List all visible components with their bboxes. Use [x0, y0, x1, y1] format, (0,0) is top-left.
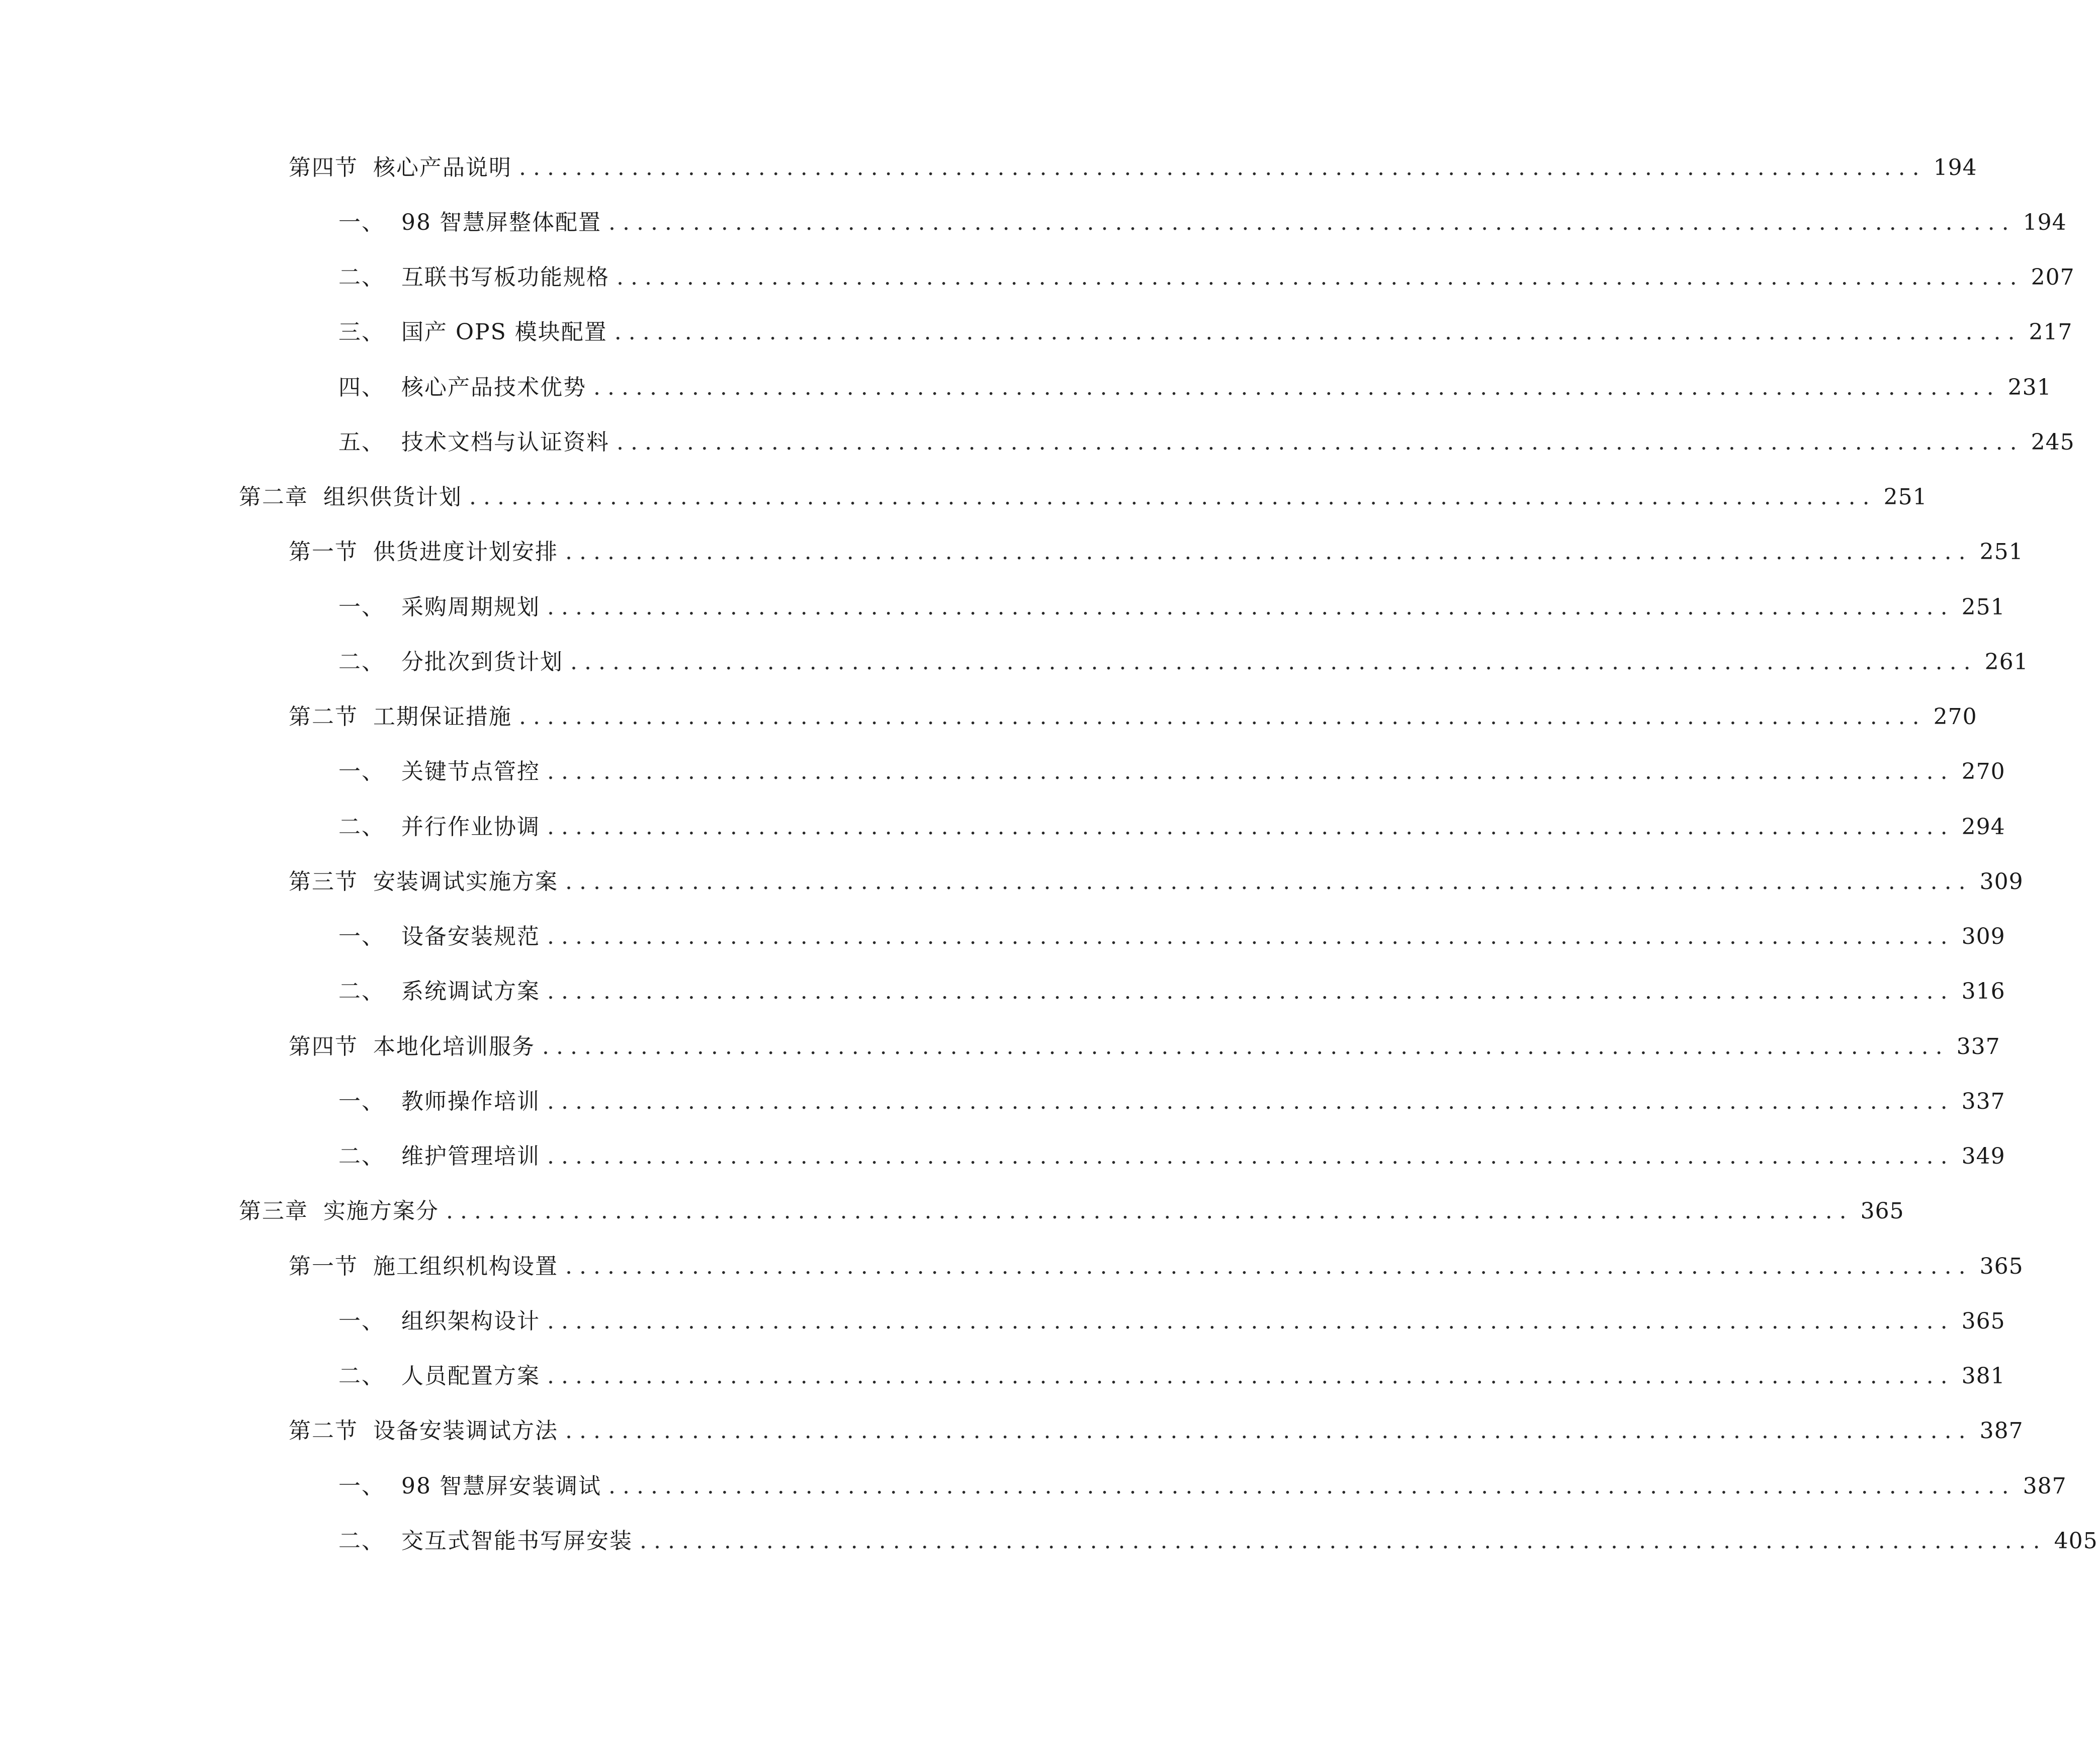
toc-page-number: 337 — [1956, 1034, 2000, 1060]
toc-entry-number: 二、 — [338, 814, 385, 840]
toc-entry-number: 第四节 — [289, 1034, 358, 1060]
toc-dot-leader: .................................................................................................... — [608, 210, 2016, 235]
toc-entry-title: 实施方案分 — [323, 1198, 439, 1224]
toc-dot-leader: .................................................................................................... — [593, 375, 2001, 400]
toc-entry-title: 设备安装规范 — [401, 924, 540, 949]
toc-entry-number: 第四节 — [289, 155, 358, 181]
toc-entry-title: 国产 OPS 模块配置 — [401, 319, 607, 345]
toc-page-number: 365 — [1961, 1308, 2005, 1334]
toc-entry-title: 工期保证措施 — [373, 704, 512, 730]
toc-page-number: 387 — [2023, 1473, 2067, 1499]
toc-entry[interactable] — [338, 1521, 2098, 1561]
toc-dot-leader: .................................................................................................... — [547, 1143, 1955, 1169]
toc-entry-number: 一、 — [338, 210, 385, 235]
toc-entry-title: 本地化培训服务 — [373, 1034, 535, 1060]
toc-entry[interactable] — [289, 1247, 2024, 1287]
toc-entry-title: 安装调试实施方案 — [373, 869, 558, 895]
toc-entry[interactable] — [338, 1356, 2005, 1396]
toc-entry[interactable] — [289, 1411, 2024, 1451]
toc-entry-title: 并行作业协调 — [401, 814, 540, 840]
toc-dot-leader: .................................................................................................... — [565, 1418, 1973, 1444]
toc-entry-number: 二、 — [338, 1528, 385, 1554]
toc-entry-number: 第三节 — [289, 869, 358, 895]
toc-entry-title: 交互式智能书写屏安装 — [401, 1528, 633, 1554]
toc-entry-title: 设备安装调试方法 — [373, 1418, 558, 1444]
toc-entry[interactable] — [289, 1027, 2000, 1067]
toc-dot-leader: .................................................................................................... — [542, 1034, 1950, 1060]
toc-dot-leader: .................................................................................................... — [614, 319, 2022, 345]
toc-entry-title: 人员配置方案 — [401, 1363, 540, 1389]
toc-entry-number: 一、 — [338, 1473, 385, 1499]
toc-entry-number: 第一节 — [289, 1254, 358, 1279]
toc-dot-leader: .................................................................................................... — [565, 539, 1973, 565]
toc-entry[interactable] — [338, 587, 2005, 628]
toc-dot-leader: .................................................................................................... — [547, 979, 1955, 1004]
toc-entry-number: 一、 — [338, 1308, 385, 1334]
toc-entry-number: 二、 — [338, 1143, 385, 1169]
toc-entry-title: 维护管理培训 — [401, 1143, 540, 1169]
toc-entry-number: 四、 — [338, 375, 385, 400]
toc-entry-title: 关键节点管控 — [401, 759, 540, 784]
toc-page-number: 349 — [1961, 1143, 2005, 1169]
toc-entry-title: 教师操作培训 — [401, 1089, 540, 1114]
toc-entry[interactable] — [338, 422, 2075, 463]
toc-entry-number: 三、 — [338, 319, 385, 345]
toc-dot-leader: .................................................................................................... — [547, 1308, 1955, 1334]
toc-entry[interactable] — [289, 697, 1977, 737]
toc-dot-leader: .................................................................................................... — [547, 924, 1955, 949]
toc-page-number: 245 — [2031, 429, 2075, 455]
toc-entry[interactable] — [338, 1466, 2067, 1507]
toc-entry-number: 二、 — [338, 649, 385, 675]
toc-dot-leader: .................................................................................................... — [617, 264, 2024, 290]
toc-entry-title: 供货进度计划安排 — [373, 539, 558, 565]
toc-entry[interactable] — [338, 257, 2075, 298]
toc-entry-title: 组织架构设计 — [401, 1308, 540, 1334]
toc-entry-number: 一、 — [338, 924, 385, 949]
toc-dot-leader: .................................................................................................... — [446, 1198, 1854, 1224]
toc-entry-title: 核心产品技术优势 — [401, 375, 586, 400]
toc-page-number: 261 — [1984, 649, 2029, 675]
toc-entry-number: 第二章 — [239, 484, 308, 510]
toc-page-number: 194 — [2023, 210, 2067, 235]
toc-entry[interactable] — [239, 1191, 1904, 1231]
toc-entry-number: 二、 — [338, 264, 385, 290]
toc-entry[interactable] — [289, 862, 2024, 902]
toc-dot-leader: .................................................................................................... — [547, 594, 1955, 620]
toc-entry-number: 第二节 — [289, 1418, 358, 1444]
toc-entry-title: 系统调试方案 — [401, 979, 540, 1004]
toc-page-number: 405 — [2054, 1528, 2098, 1554]
toc-page-number: 309 — [1979, 869, 2024, 895]
toc-dot-leader: .................................................................................................... — [608, 1473, 2016, 1499]
toc-dot-leader: .................................................................................................... — [547, 1089, 1955, 1114]
toc-entry-number: 第三章 — [239, 1198, 308, 1224]
toc-page-number: 309 — [1961, 924, 2005, 949]
toc-page-number: 337 — [1961, 1089, 2005, 1114]
toc-entry-number: 二、 — [338, 979, 385, 1004]
toc-entry[interactable] — [338, 972, 2005, 1012]
toc-page-number: 387 — [1979, 1418, 2024, 1444]
toc-entry[interactable] — [338, 752, 2005, 792]
toc-entry[interactable] — [338, 1301, 2005, 1342]
toc-entry-title: 施工组织机构设置 — [373, 1254, 558, 1279]
toc-page-number: 365 — [1860, 1198, 1904, 1224]
toc-entry[interactable] — [338, 312, 2073, 352]
toc-dot-leader: .................................................................................................... — [617, 429, 2024, 455]
toc-entry-title: 98 智慧屏安装调试 — [401, 1473, 601, 1499]
toc-page-number: 251 — [1883, 484, 1928, 510]
toc-entry[interactable] — [338, 917, 2005, 957]
toc-entry-number: 一、 — [338, 759, 385, 784]
toc-page-number: 217 — [2029, 319, 2073, 345]
toc-entry-title: 互联书写板功能规格 — [401, 264, 609, 290]
toc-entry-title: 核心产品说明 — [373, 155, 512, 181]
toc-dot-leader: .................................................................................................... — [469, 484, 1877, 510]
toc-entry[interactable] — [239, 477, 1928, 517]
toc-entry-number: 五、 — [338, 429, 385, 455]
toc-entry-number: 二、 — [338, 1363, 385, 1389]
toc-page-number: 270 — [1933, 704, 1977, 730]
toc-page-number: 194 — [1933, 155, 1977, 181]
toc-dot-leader: .................................................................................................... — [640, 1528, 2047, 1554]
toc-entry[interactable] — [338, 807, 2005, 847]
toc-dot-leader: .................................................................................................... — [570, 649, 1978, 675]
toc-entry[interactable] — [338, 203, 2067, 243]
toc-entry-title: 分批次到货计划 — [401, 649, 563, 675]
toc-dot-leader: .................................................................................................... — [565, 869, 1973, 895]
toc-entry-title: 98 智慧屏整体配置 — [401, 210, 601, 235]
toc-entry-number: 一、 — [338, 1089, 385, 1114]
toc-dot-leader: .................................................................................................... — [547, 1363, 1955, 1389]
toc-dot-leader: .................................................................................................... — [565, 1254, 1973, 1279]
toc-entry[interactable] — [338, 1136, 2005, 1177]
toc-entry-title: 采购周期规划 — [401, 594, 540, 620]
toc-page-number: 270 — [1961, 759, 2005, 784]
toc-entry-title: 组织供货计划 — [323, 484, 462, 510]
toc-entry[interactable] — [338, 1082, 2005, 1122]
toc-entry[interactable] — [338, 642, 2029, 682]
toc-entry-number: 第一节 — [289, 539, 358, 565]
toc-dot-leader: .................................................................................................... — [519, 704, 1927, 730]
toc-entry-number: 一、 — [338, 594, 385, 620]
toc-page-number: 294 — [1961, 814, 2005, 840]
toc-page-number: 251 — [1961, 594, 2005, 620]
toc-dot-leader: .................................................................................................... — [519, 155, 1927, 181]
toc-entry-title: 技术文档与认证资料 — [401, 429, 609, 455]
toc-dot-leader: .................................................................................................... — [547, 759, 1955, 784]
toc-page-number: 316 — [1961, 979, 2005, 1004]
toc-page-number: 207 — [2031, 264, 2075, 290]
toc-entry[interactable] — [289, 148, 1977, 188]
toc-page-number: 251 — [1979, 539, 2024, 565]
toc-page-number: 381 — [1961, 1363, 2005, 1389]
toc-entry-number: 第二节 — [289, 704, 358, 730]
toc-dot-leader: .................................................................................................... — [547, 814, 1955, 840]
toc-page-number: 231 — [2007, 375, 2052, 400]
toc-entry[interactable] — [338, 368, 2052, 408]
toc-entry[interactable] — [289, 532, 2024, 572]
toc-page-number: 365 — [1979, 1254, 2024, 1279]
